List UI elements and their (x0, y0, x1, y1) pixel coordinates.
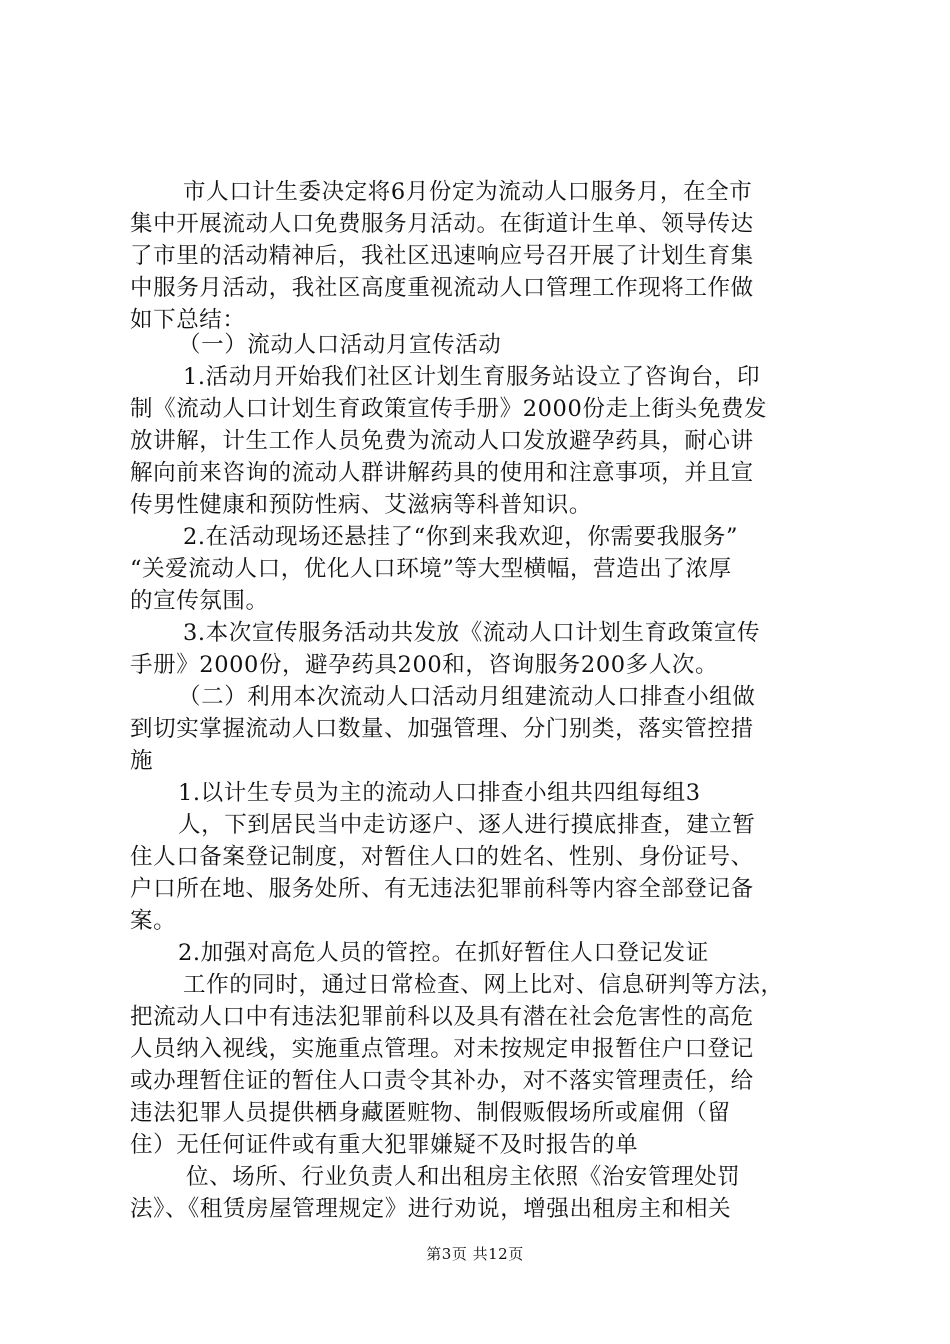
page-footer: 第3页 共12页 (426, 1245, 524, 1263)
text-line: 或办理暂住证的暂住人口责令其补办，对不落实管理责任，给 (130, 1068, 754, 1094)
text-line: 位、场所、行业负责人和出租房主依照《治安管理处罚 (186, 1164, 741, 1190)
text-line: 市人口计生委决定将6月份定为流动人口服务月，在全市 (183, 179, 753, 205)
text-line: 放讲解，计生工作人员免费为流动人口发放避孕药具，耐心讲 (130, 428, 754, 454)
text-line: 1.以计生专员为主的流动人口排查小组共四组每组3 (178, 780, 701, 806)
text-line: 施 (130, 748, 154, 774)
text-line: 到切实掌握流动人口数量、加强管理、分门别类，落实管控措 (130, 716, 754, 742)
text-line: 住）无任何证件或有重大犯罪嫌疑不及时报告的单 (130, 1132, 639, 1158)
section-heading: （二）利用本次流动人口活动月组建流动人口排查小组做 (178, 684, 756, 710)
text-line: 集中开展流动人口免费服务月活动。在街道计生单、领导传达 (130, 211, 754, 237)
text-line: 人，下到居民当中走访逐户、逐人进行摸底排查，建立暂 (178, 812, 756, 838)
text-line: 制《流动人口计划生育政策宣传手册》2000份走上街头免费发 (130, 396, 768, 422)
text-line: 工作的同时，通过日常检查、网上比对、信息研判等方法， (183, 972, 784, 998)
text-line: 人员纳入视线，实施重点管理。对未按规定申报暂住户口登记 (130, 1036, 754, 1062)
text-line: 中服务月活动，我社区高度重视流动人口管理工作现将工作做 (130, 275, 754, 301)
text-line: 2.加强对高危人员的管控。在抓好暂住人口登记发证 (178, 940, 709, 966)
text-line: “关爱流动人口，优化人口环境”等大型横幅，营造出了浓厚 (130, 556, 732, 582)
section-heading: （一）流动人口活动月宣传活动 (178, 332, 502, 358)
text-line: 1.活动月开始我们社区计划生育服务站设立了咨询台，印 (183, 364, 761, 390)
text-line: 户口所在地、服务处所、有无违法犯罪前科等内容全部登记备 (130, 876, 754, 902)
text-line: 案。 (130, 908, 177, 934)
text-line: 住人口备案登记制度，对暂住人口的姓名、性别、身份证号、 (130, 844, 754, 870)
text-line: 传男性健康和预防性病、艾滋病等科普知识。 (130, 492, 593, 518)
text-line: 法》、《租赁房屋管理规定》进行劝说，增强出租房主和相关 (130, 1196, 732, 1222)
text-line: 3.本次宣传服务活动共发放《流动人口计划生育政策宣传 (183, 620, 761, 646)
text-line: 的宣传氛围。 (130, 588, 269, 614)
text-line: 2.在活动现场还悬挂了“你到来我欢迎，你需要我服务” (183, 524, 739, 550)
text-line: 把流动人口中有违法犯罪前科以及具有潜在社会危害性的高危 (130, 1004, 754, 1030)
text-line: 了市里的活动精神后，我社区迅速响应号召开展了计划生育集 (130, 243, 754, 269)
text-line: 解向前来咨询的流动人群讲解药具的使用和注意事项，并且宣 (130, 460, 754, 486)
text-line: 手册》2000份，避孕药具200和，咨询服务200多人次。 (130, 652, 719, 678)
text-line: 违法犯罪人员提供栖身藏匿赃物、制假贩假场所或雇佣（留 (130, 1100, 731, 1126)
text-line: 如下总结： (130, 307, 246, 333)
